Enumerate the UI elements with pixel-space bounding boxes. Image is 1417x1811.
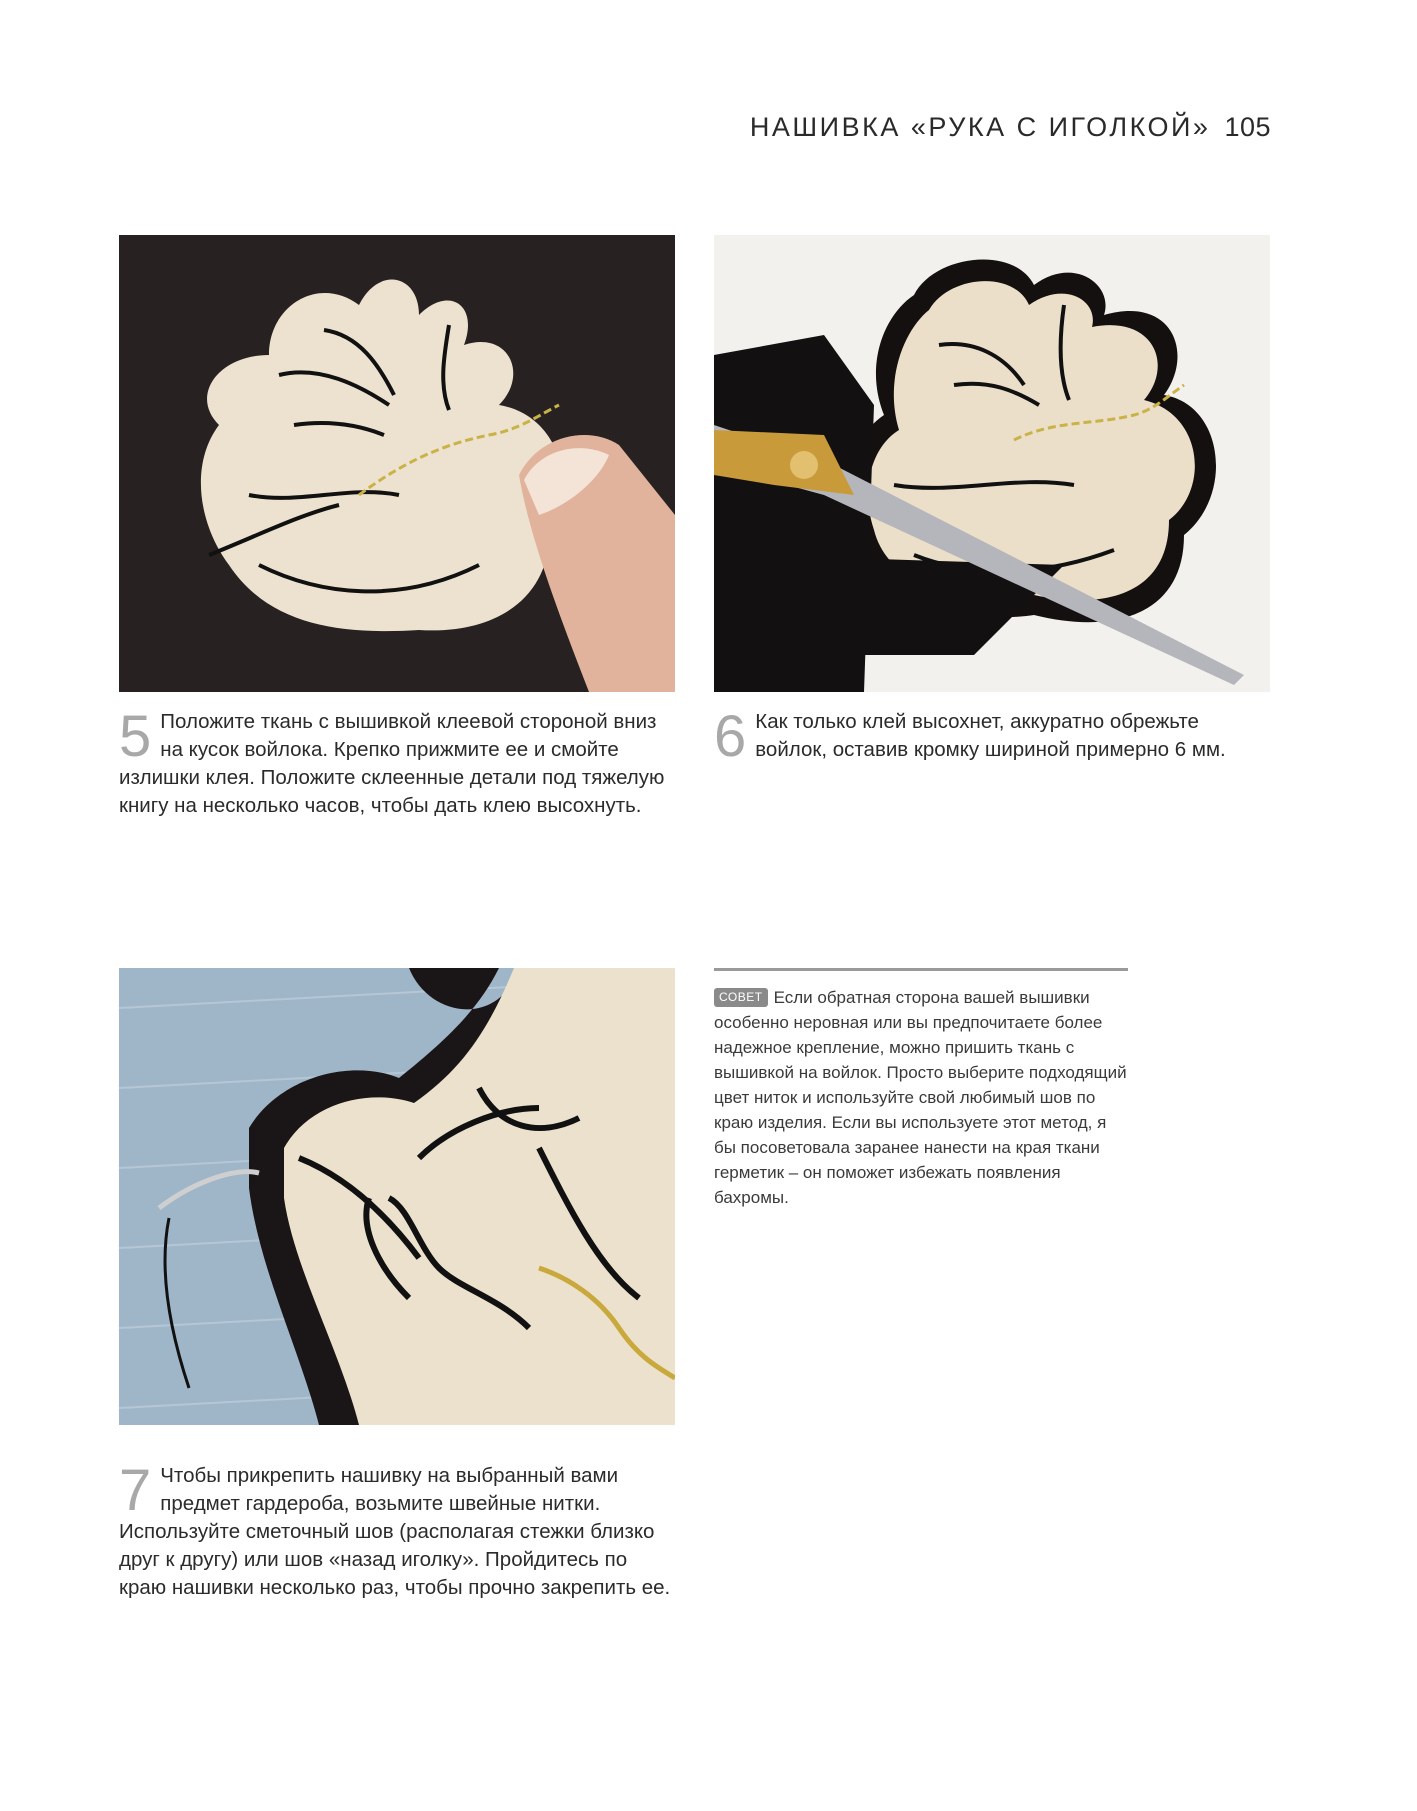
step-number: 5 [119,704,152,769]
tip-badge: СОВЕТ [714,988,768,1007]
step-text: Как только клей высохнет, аккуратно обрежьте войлок, оставив кромку шириной примерно 6 мм. [755,710,1226,761]
step-text: Положите ткань с вышивкой клеевой стороной вниз на кусок войлока. Крепко прижмите ее и смойте излишки клея. Положите склеенные детали под тяжелую книгу на несколько часов, чтобы дать клею высохнуть. [119,710,665,817]
step-7 [119,1458,679,1602]
step-6 [714,704,1274,769]
step-5 [119,704,679,820]
running-header [750,112,1271,143]
tip-text: Если обратная сторона вашей вышивки особенно неровная или вы предпочитаете более надежное крепление, можно пришить ткань с вышивкой на войлок. Просто выберите подходящий цвет ниток и используйте свой любимый шов по краю изделия. Если вы используете этот метод, я бы посоветовала заранее нанести на края ткани герметик – он поможет избежать появления бахромы. [714,988,1127,1207]
page-number: 105 [1224,112,1271,142]
chapter-title: НАШИВКА «РУКА С ИГОЛКОЙ» [749,112,1211,142]
photo-step-5 [119,235,675,692]
step-number: 7 [119,1458,152,1523]
photo-step-6 [714,235,1270,692]
tip-box [714,968,1128,1210]
step-text: Чтобы прикрепить нашивку на выбранный вами предмет гардероба, возьмите швейные нитки. Используйте сметочный шов (располагая стежки близко друг к другу) или шов «назад иголку». Пройдитесь по краю нашивки несколько раз, чтобы прочно закрепить ее. [119,1464,671,1599]
photo-step-7 [119,968,675,1425]
step-number: 6 [714,704,747,769]
